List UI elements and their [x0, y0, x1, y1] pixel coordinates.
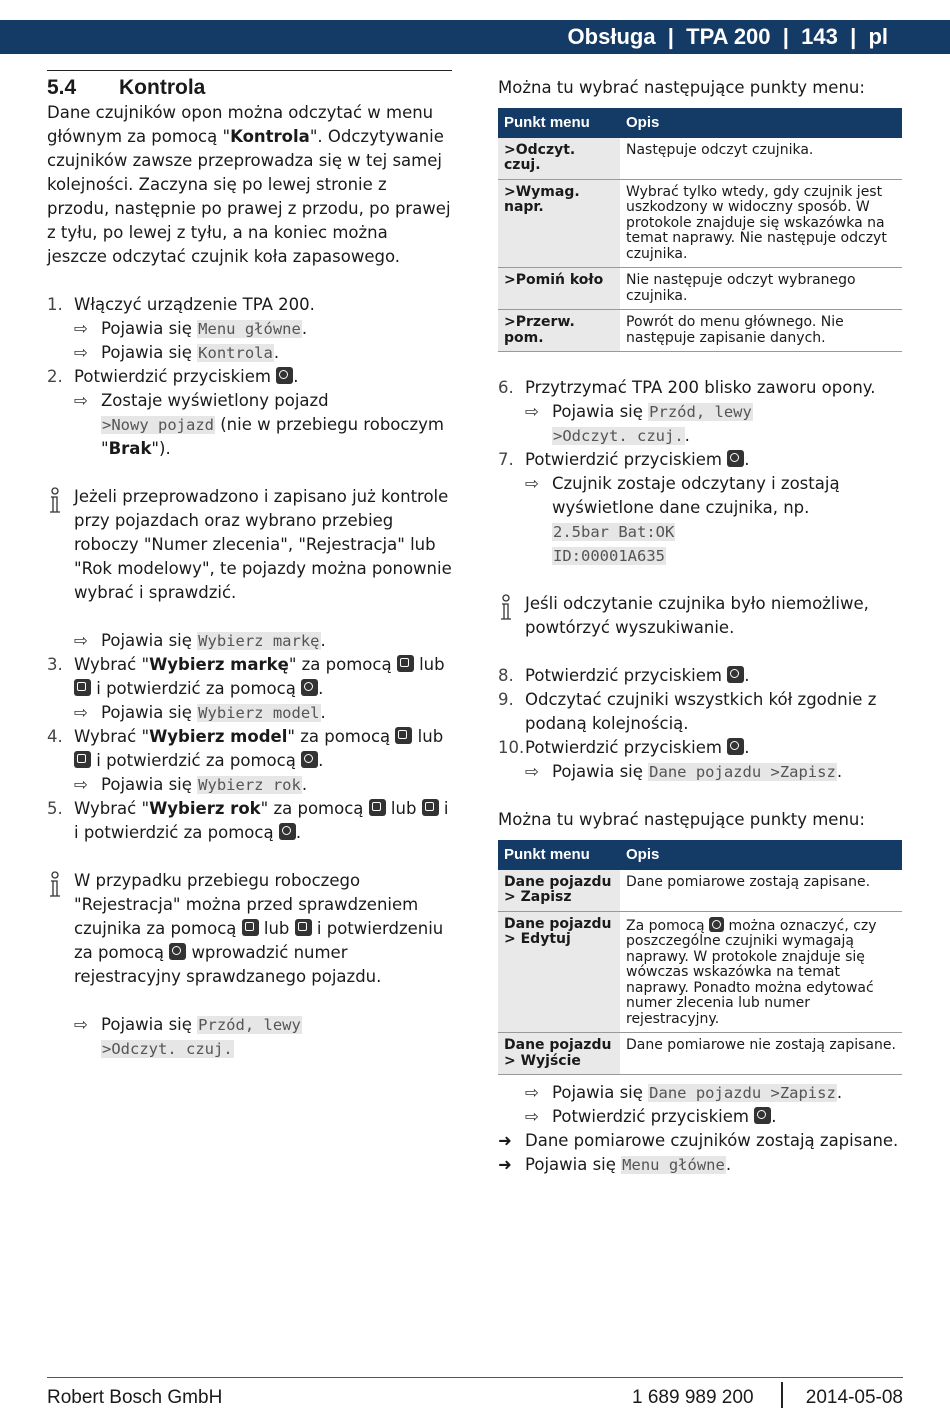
step-5: 5. Wybrać "Wybierz rok" za pomocą lub i i potwierdzić za pomocą .	[47, 799, 449, 842]
confirm-button-icon	[301, 679, 318, 696]
step-1: 1. Włączyć urządzenie TPA 200.	[47, 295, 315, 314]
table-row: >Pomiń koło Nie następuje odczyt wybranego czujnika.	[498, 268, 902, 310]
confirm-button-icon	[276, 367, 293, 384]
result: ⇨ Potwierdzić przyciskiem .	[498, 1105, 903, 1129]
result: ⇨ Pojawia się Wybierz rok.	[47, 773, 452, 797]
result-arrow-icon: ⇨	[525, 402, 539, 421]
down-button-icon	[295, 919, 312, 936]
result-arrow-icon: ⇨	[525, 1107, 539, 1126]
up-button-icon	[369, 799, 386, 816]
up-button-icon	[242, 919, 259, 936]
info-note: Jeśli odczytanie czujnika było niemożliwe, powtórzyć wyszukiwanie.	[498, 592, 903, 640]
final-arrow-icon: ➜	[498, 1131, 512, 1150]
step-9: 9. Odczytać czujniki wszystkich kół zgodnie z podaną kolejnością.	[498, 690, 877, 733]
confirm-button-icon	[279, 823, 296, 840]
step-3: 3. Wybrać "Wybierz markę" za pomocą lub i potwierdzić za pomocą .	[47, 655, 445, 698]
result: ⇨ Zostaje wyświetlony pojazd >Nowy pojazd (nie w przebiegu roboczym "Brak").	[74, 391, 444, 458]
info-icon	[47, 871, 63, 899]
up-button-icon	[397, 655, 414, 672]
table-row: Dane pojazdu > Zapisz Dane pomiarowe zostają zapisane.	[498, 870, 902, 912]
step-10: 10. Potwierdzić przyciskiem .	[498, 738, 750, 757]
page-header	[0, 20, 950, 54]
footer-company: Robert Bosch GmbH	[47, 1387, 223, 1408]
section-rule	[47, 70, 452, 71]
table-header: Punkt menu	[498, 840, 620, 870]
result-arrow-icon: ⇨	[74, 319, 88, 338]
result: ⇨ Pojawia się Kontrola.	[47, 341, 452, 365]
menu-table-1	[498, 108, 902, 352]
result-arrow-icon: ⇨	[74, 343, 88, 362]
result: ⇨ Pojawia się Przód, lewy >Odczyt. czuj..	[525, 402, 752, 445]
result-arrow-icon: ⇨	[525, 762, 539, 781]
confirm-button-icon	[727, 738, 744, 755]
step-2: 2. Potwierdzić przyciskiem .	[47, 367, 299, 386]
confirm-button-icon	[169, 943, 186, 960]
table-row: Dane pojazdu > Wyjście Dane pomiarowe nie zostają zapisane.	[498, 1033, 902, 1075]
header-text: Obsługa | TPA 200 | 143 | pl	[567, 24, 888, 49]
table-row: >Odczyt. czuj. Następuje odczyt czujnika.	[498, 138, 902, 180]
table-header: Opis	[620, 840, 902, 870]
down-button-icon	[422, 799, 439, 816]
final-arrow-icon: ➜	[498, 1155, 512, 1174]
result-arrow-icon: ⇨	[74, 775, 88, 794]
result: ⇨ Pojawia się Wybierz model.	[47, 701, 452, 725]
down-button-icon	[74, 751, 91, 768]
section-title: Kontrola	[119, 76, 206, 99]
confirm-button-icon	[709, 917, 724, 932]
info-icon	[498, 594, 514, 622]
footer-date: 2014-05-08	[805, 1387, 903, 1408]
step-4: 4. Wybrać "Wybierz model" za pomocą lub i potwierdzić za pomocą .	[47, 727, 444, 770]
step-7: 7. Potwierdzić przyciskiem .	[498, 450, 750, 469]
info-icon	[47, 487, 63, 515]
result: ⇨ Pojawia się Wybierz markę.	[47, 629, 452, 653]
footer-separator	[781, 1382, 783, 1408]
result: ⇨ Czujnik zostaje odczytany i zostają wyświetlone dane czujnika, np. 2.5bar Bat:OK ID:00001A635	[525, 474, 840, 565]
menu-table-2	[498, 840, 902, 1075]
result-arrow-icon: ⇨	[74, 631, 88, 650]
result: ⇨ Pojawia się Dane pojazdu >Zapisz.	[498, 1081, 903, 1105]
step-6: 6. Przytrzymać TPA 200 blisko zaworu opony.	[498, 378, 876, 397]
result-arrow-icon: ⇨	[74, 703, 88, 722]
right-column	[498, 70, 903, 1177]
final-result: ➜ Dane pomiarowe czujników zostają zapisane.	[498, 1129, 903, 1153]
result: ⇨ Pojawia się Dane pojazdu >Zapisz.	[498, 760, 903, 784]
left-column	[47, 70, 452, 1061]
info-note: Jeżeli przeprowadzono i zapisano już kontrole przy pojazdach oraz wybrano przebieg roboczy "Numer zlecenia", "Rejestracja" lub "Rok modelowy", te pojazdy można ponownie wybrać i sprawdzić.	[47, 485, 452, 605]
result-arrow-icon: ⇨	[525, 1083, 539, 1102]
down-button-icon	[74, 679, 91, 696]
result-arrow-icon: ⇨	[74, 1015, 88, 1034]
table-header: Punkt menu	[498, 108, 620, 138]
confirm-button-icon	[727, 450, 744, 467]
menu-intro: Można tu wybrać następujące punkty menu:	[498, 810, 865, 829]
confirm-button-icon	[754, 1107, 771, 1124]
result-arrow-icon: ⇨	[525, 474, 539, 493]
confirm-button-icon	[727, 666, 744, 683]
up-button-icon	[395, 727, 412, 744]
result: ⇨ Pojawia się Menu główne.	[47, 317, 452, 341]
menu-intro: Można tu wybrać następujące punkty menu:	[498, 78, 865, 97]
page-footer	[47, 1377, 903, 1408]
step-8: 8. Potwierdzić przyciskiem .	[498, 666, 750, 685]
info-note: W przypadku przebiegu roboczego "Rejestracja" można przed sprawdzeniem czujnika za pomocą lub i potwierdzeniu za pomocą wprowadzić numer rejestracyjny sprawdzanego pojazdu.	[47, 869, 452, 989]
confirm-button-icon	[301, 751, 318, 768]
result: ⇨ Pojawia się Przód, lewy >Odczyt. czuj.	[74, 1015, 301, 1058]
table-row: >Wymag. napr. Wybrać tylko wtedy, gdy czujnik jest uszkodzony w widoczny sposób. W protokole znajduje się wskazówka na temat naprawy. Nie następuje odczyt czujnika.	[498, 179, 902, 268]
intro-paragraph: Dane czujników opon można odczytać w menu głównym za pomocą "Kontrola". Odczytywanie czujników zawsze przeprowadza się w tej samej kolejności. Zaczyna się po lewej stronie z przodu, następnie po prawej z przodu, po prawej z tyłu, po lewej z tyłu, a na koniec można jeszcze odczytać czujnik koła zapasowego.	[47, 103, 451, 266]
section-heading	[47, 75, 452, 101]
table-row: >Przerw. pom. Powrót do menu głównego. Nie następuje zapisanie danych.	[498, 310, 902, 352]
final-result: ➜ Pojawia się Menu główne.	[498, 1153, 903, 1177]
result-arrow-icon: ⇨	[74, 391, 88, 410]
section-number: 5.4	[47, 76, 77, 99]
footer-docnum: 1 689 989 200	[632, 1387, 754, 1408]
table-header: Opis	[620, 108, 902, 138]
table-row: Dane pojazdu > Edytuj Za pomocą można oznaczyć, czy poszczególne czujniki wymagają naprawy. W protokole znajduje się wówczas wskazówka na temat naprawy. Ponadto można edytować numer zlecenia lub numer rejestracyjny.	[498, 911, 902, 1033]
